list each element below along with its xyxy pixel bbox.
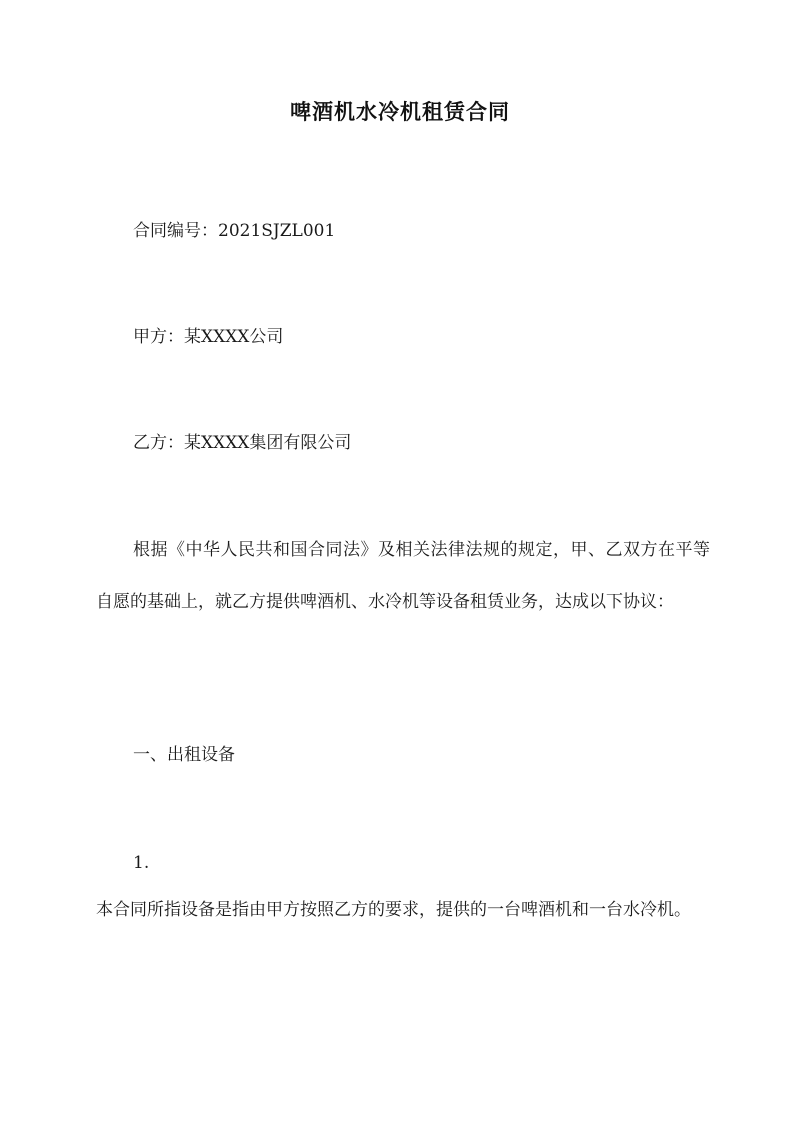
party-a: 甲方：某XXXX公司 — [133, 327, 284, 347]
preamble-paragraph: 根据《中华人民共和国合同法》及相关法律法规的规定，甲、乙双方在平等自愿的基础上，就乙方提供啤酒机、水冷机等设备租赁业务，达成以下协议： — [96, 540, 710, 612]
contract-number: 合同编号：2021SJZL001 — [133, 221, 336, 241]
item-number-1: 1. — [133, 853, 150, 873]
document-title: 啤酒机水冷机租赁合同 — [290, 99, 510, 124]
item-text-1: 本合同所指设备是指由甲方按照乙方的要求，提供的一台啤酒机和一台水冷机。 — [96, 900, 691, 920]
party-b: 乙方：某XXXX集团有限公司 — [133, 433, 352, 453]
section-heading-1: 一、出租设备 — [133, 745, 235, 765]
